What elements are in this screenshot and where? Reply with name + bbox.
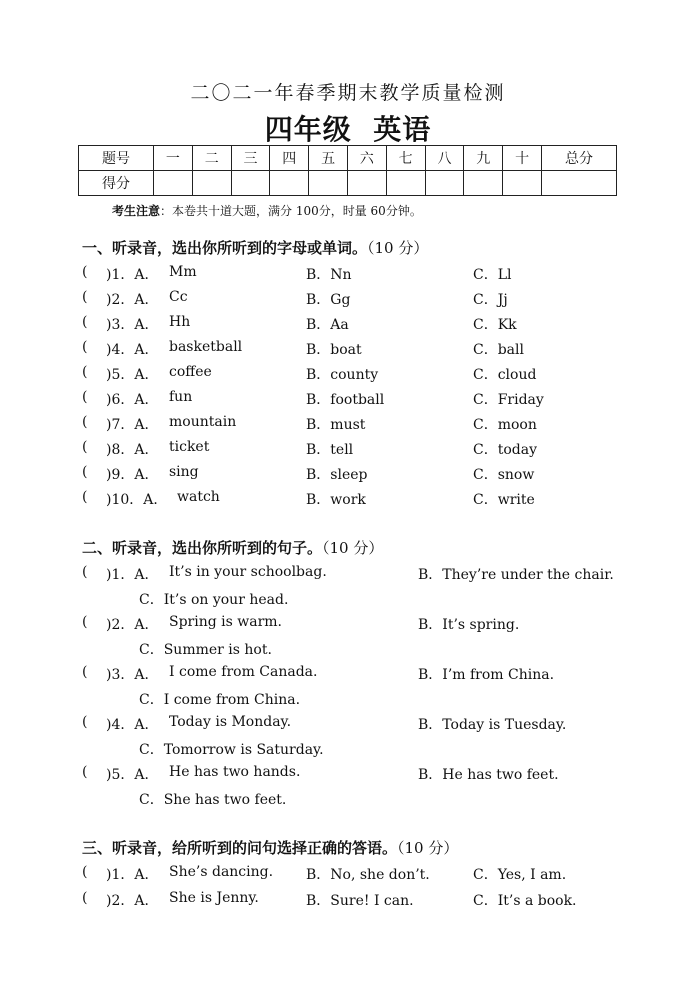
question-row xyxy=(82,389,662,409)
question-number: )3．A． xyxy=(106,667,159,683)
answer-blank[interactable]: ( xyxy=(82,314,88,330)
option-a: She is Jenny. xyxy=(169,890,259,906)
question-row xyxy=(82,764,662,784)
score-cell: 七 xyxy=(386,146,425,171)
option-c: C．today xyxy=(473,442,537,458)
option-a: I come from Canada. xyxy=(169,664,318,680)
option-b: B．No, she don’t. xyxy=(306,867,430,883)
answer-blank[interactable]: ( xyxy=(82,364,88,380)
option-a: He has two hands. xyxy=(169,764,301,780)
option-a: basketball xyxy=(169,339,243,355)
option-c: C．snow xyxy=(473,467,535,483)
score-entry-cell[interactable] xyxy=(541,171,616,196)
question-number: )4．A． xyxy=(106,717,159,733)
option-b: B．boat xyxy=(306,342,362,358)
question-row xyxy=(82,439,662,459)
option-c: C．It’s on your head. xyxy=(139,592,289,608)
question-row xyxy=(82,464,662,484)
answer-blank[interactable]: ( xyxy=(82,764,88,780)
question-number: )3．A． xyxy=(106,317,159,333)
question-number: )5．A． xyxy=(106,767,159,783)
question-row xyxy=(82,864,662,884)
question-row xyxy=(82,364,662,384)
option-a: Hh xyxy=(169,314,191,330)
exam-notice xyxy=(112,202,422,219)
option-a: sing xyxy=(169,464,199,480)
question-row xyxy=(82,489,662,509)
option-c: C．write xyxy=(473,492,535,508)
question-number: )9．A． xyxy=(106,467,159,483)
option-c: C．Yes, I am. xyxy=(473,867,567,883)
option-a: Mm xyxy=(169,264,197,280)
score-entry-cell[interactable] xyxy=(464,171,503,196)
section-points: （10 分） xyxy=(367,239,429,257)
option-a: Today is Monday. xyxy=(169,714,292,730)
score-entry-cell[interactable] xyxy=(154,171,193,196)
section-1-title xyxy=(82,237,428,258)
question-row xyxy=(82,289,662,309)
answer-blank[interactable]: ( xyxy=(82,864,88,880)
option-a: Cc xyxy=(169,289,188,305)
option-b: B．It’s spring. xyxy=(418,617,520,633)
section-title-text: 三、听录音，给所听到的问句选择正确的答语。 xyxy=(82,839,398,857)
answer-blank[interactable]: ( xyxy=(82,614,88,630)
section-title-text: 二、听录音，选出你所听到的句子。 xyxy=(82,539,323,557)
score-entry-cell[interactable] xyxy=(347,171,386,196)
option-c: C．ball xyxy=(473,342,524,358)
question-number: )2．A． xyxy=(106,617,159,633)
question-row xyxy=(82,414,662,434)
answer-blank[interactable]: ( xyxy=(82,564,88,580)
option-b: B．Nn xyxy=(306,267,352,283)
question-number: )2．A． xyxy=(106,292,159,308)
option-b: B．I’m from China. xyxy=(418,667,555,683)
option-b: B．county xyxy=(306,367,379,383)
option-a: She’s dancing. xyxy=(169,864,274,880)
option-b: B．sleep xyxy=(306,467,368,483)
score-cell: 二 xyxy=(192,146,231,171)
score-cell: 总分 xyxy=(541,146,616,171)
score-cell: 八 xyxy=(425,146,464,171)
answer-blank[interactable]: ( xyxy=(82,339,88,355)
section-title-text: 一、听录音，选出你所听到的字母或单词。 xyxy=(82,239,368,257)
question-row-continued xyxy=(82,689,662,709)
score-entry-cell[interactable] xyxy=(386,171,425,196)
answer-blank[interactable]: ( xyxy=(82,664,88,680)
answer-blank[interactable]: ( xyxy=(82,489,88,505)
option-b: B．He has two feet. xyxy=(418,767,559,783)
option-c: C．I come from China. xyxy=(139,692,301,708)
option-c: C．Friday xyxy=(473,392,544,408)
score-cell: 四 xyxy=(270,146,309,171)
answer-blank[interactable]: ( xyxy=(82,714,88,730)
score-table xyxy=(78,145,617,196)
answer-blank[interactable]: ( xyxy=(82,414,88,430)
exam-subject: 四年级 英语 xyxy=(264,113,432,146)
score-label-cell: 得分 xyxy=(79,171,154,196)
option-a: It’s in your schoolbag. xyxy=(169,564,327,580)
score-cell: 六 xyxy=(347,146,386,171)
question-row-continued xyxy=(82,739,662,759)
option-a: watch xyxy=(177,489,220,505)
section-2-title xyxy=(82,537,383,558)
question-row xyxy=(82,314,662,334)
option-c: C．Jj xyxy=(473,292,508,308)
option-a: coffee xyxy=(169,364,212,380)
score-cell: 九 xyxy=(464,146,503,171)
option-b: B．tell xyxy=(306,442,354,458)
option-c: C．moon xyxy=(473,417,537,433)
option-b: B．work xyxy=(306,492,366,508)
question-row xyxy=(82,614,662,634)
option-c: C．She has two feet. xyxy=(139,792,287,808)
score-entry-cell[interactable] xyxy=(192,171,231,196)
option-b: B．Aa xyxy=(306,317,349,333)
question-number: )4．A． xyxy=(106,342,159,358)
answer-blank[interactable]: ( xyxy=(82,389,88,405)
option-c: C．cloud xyxy=(473,367,537,383)
score-cell: 三 xyxy=(231,146,270,171)
section-points: （10 分） xyxy=(322,539,384,557)
question-row xyxy=(82,264,662,284)
score-entry-cell[interactable] xyxy=(309,171,348,196)
question-number: )1．A． xyxy=(106,867,159,883)
option-b: B．Today is Tuesday. xyxy=(418,717,567,733)
score-cell: 五 xyxy=(309,146,348,171)
answer-blank[interactable]: ( xyxy=(82,289,88,305)
notice-label: 考生注意 xyxy=(112,204,161,218)
option-a: fun xyxy=(169,389,193,405)
question-number: )10．A． xyxy=(106,492,168,508)
question-number: )5．A． xyxy=(106,367,159,383)
option-c: C．Ll xyxy=(473,267,512,283)
option-a: mountain xyxy=(169,414,237,430)
question-number: )2．A． xyxy=(106,893,159,909)
question-number: )1．A． xyxy=(106,567,159,583)
score-entry-cell[interactable] xyxy=(425,171,464,196)
option-c: C．It’s a book. xyxy=(473,893,577,909)
question-row xyxy=(82,890,662,910)
question-row xyxy=(82,339,662,359)
option-b: B．must xyxy=(306,417,366,433)
question-number: )7．A． xyxy=(106,417,159,433)
answer-blank[interactable]: ( xyxy=(82,264,88,280)
score-table-header-row xyxy=(79,146,617,171)
section-3-title xyxy=(82,837,458,858)
section-points: （10 分） xyxy=(397,839,459,857)
option-b: B．They’re under the chair. xyxy=(418,567,614,583)
question-row-continued xyxy=(82,789,662,809)
option-b: B．Gg xyxy=(306,292,351,308)
question-number: )8．A． xyxy=(106,442,159,458)
question-number: )1．A． xyxy=(106,267,159,283)
question-row-continued xyxy=(82,639,662,659)
score-entry-cell[interactable] xyxy=(270,171,309,196)
answer-blank[interactable]: ( xyxy=(82,464,88,480)
question-row-continued xyxy=(82,589,662,609)
option-c: C．Summer is hot. xyxy=(139,642,272,658)
answer-blank[interactable]: ( xyxy=(82,890,88,906)
score-table-score-row xyxy=(79,171,617,196)
question-row xyxy=(82,664,662,684)
option-b: B．football xyxy=(306,392,385,408)
score-entry-cell[interactable] xyxy=(503,171,542,196)
option-c: C．Tomorrow is Saturday. xyxy=(139,742,324,758)
score-cell: 题号 xyxy=(79,146,154,171)
exam-title: 二〇二一年春季期末教学质量检测 xyxy=(190,82,506,104)
score-entry-cell[interactable] xyxy=(231,171,270,196)
option-a: Spring is warm. xyxy=(169,614,283,630)
question-row xyxy=(82,564,662,584)
score-cell: 一 xyxy=(154,146,193,171)
answer-blank[interactable]: ( xyxy=(82,439,88,455)
option-a: ticket xyxy=(169,439,210,455)
question-number: )6．A． xyxy=(106,392,159,408)
option-c: C．Kk xyxy=(473,317,517,333)
notice-text: ：本卷共十道大题，满分 100分，时量 60分钟。 xyxy=(160,204,422,218)
question-row xyxy=(82,714,662,734)
option-b: B．Sure! I can. xyxy=(306,893,414,909)
score-cell: 十 xyxy=(503,146,542,171)
